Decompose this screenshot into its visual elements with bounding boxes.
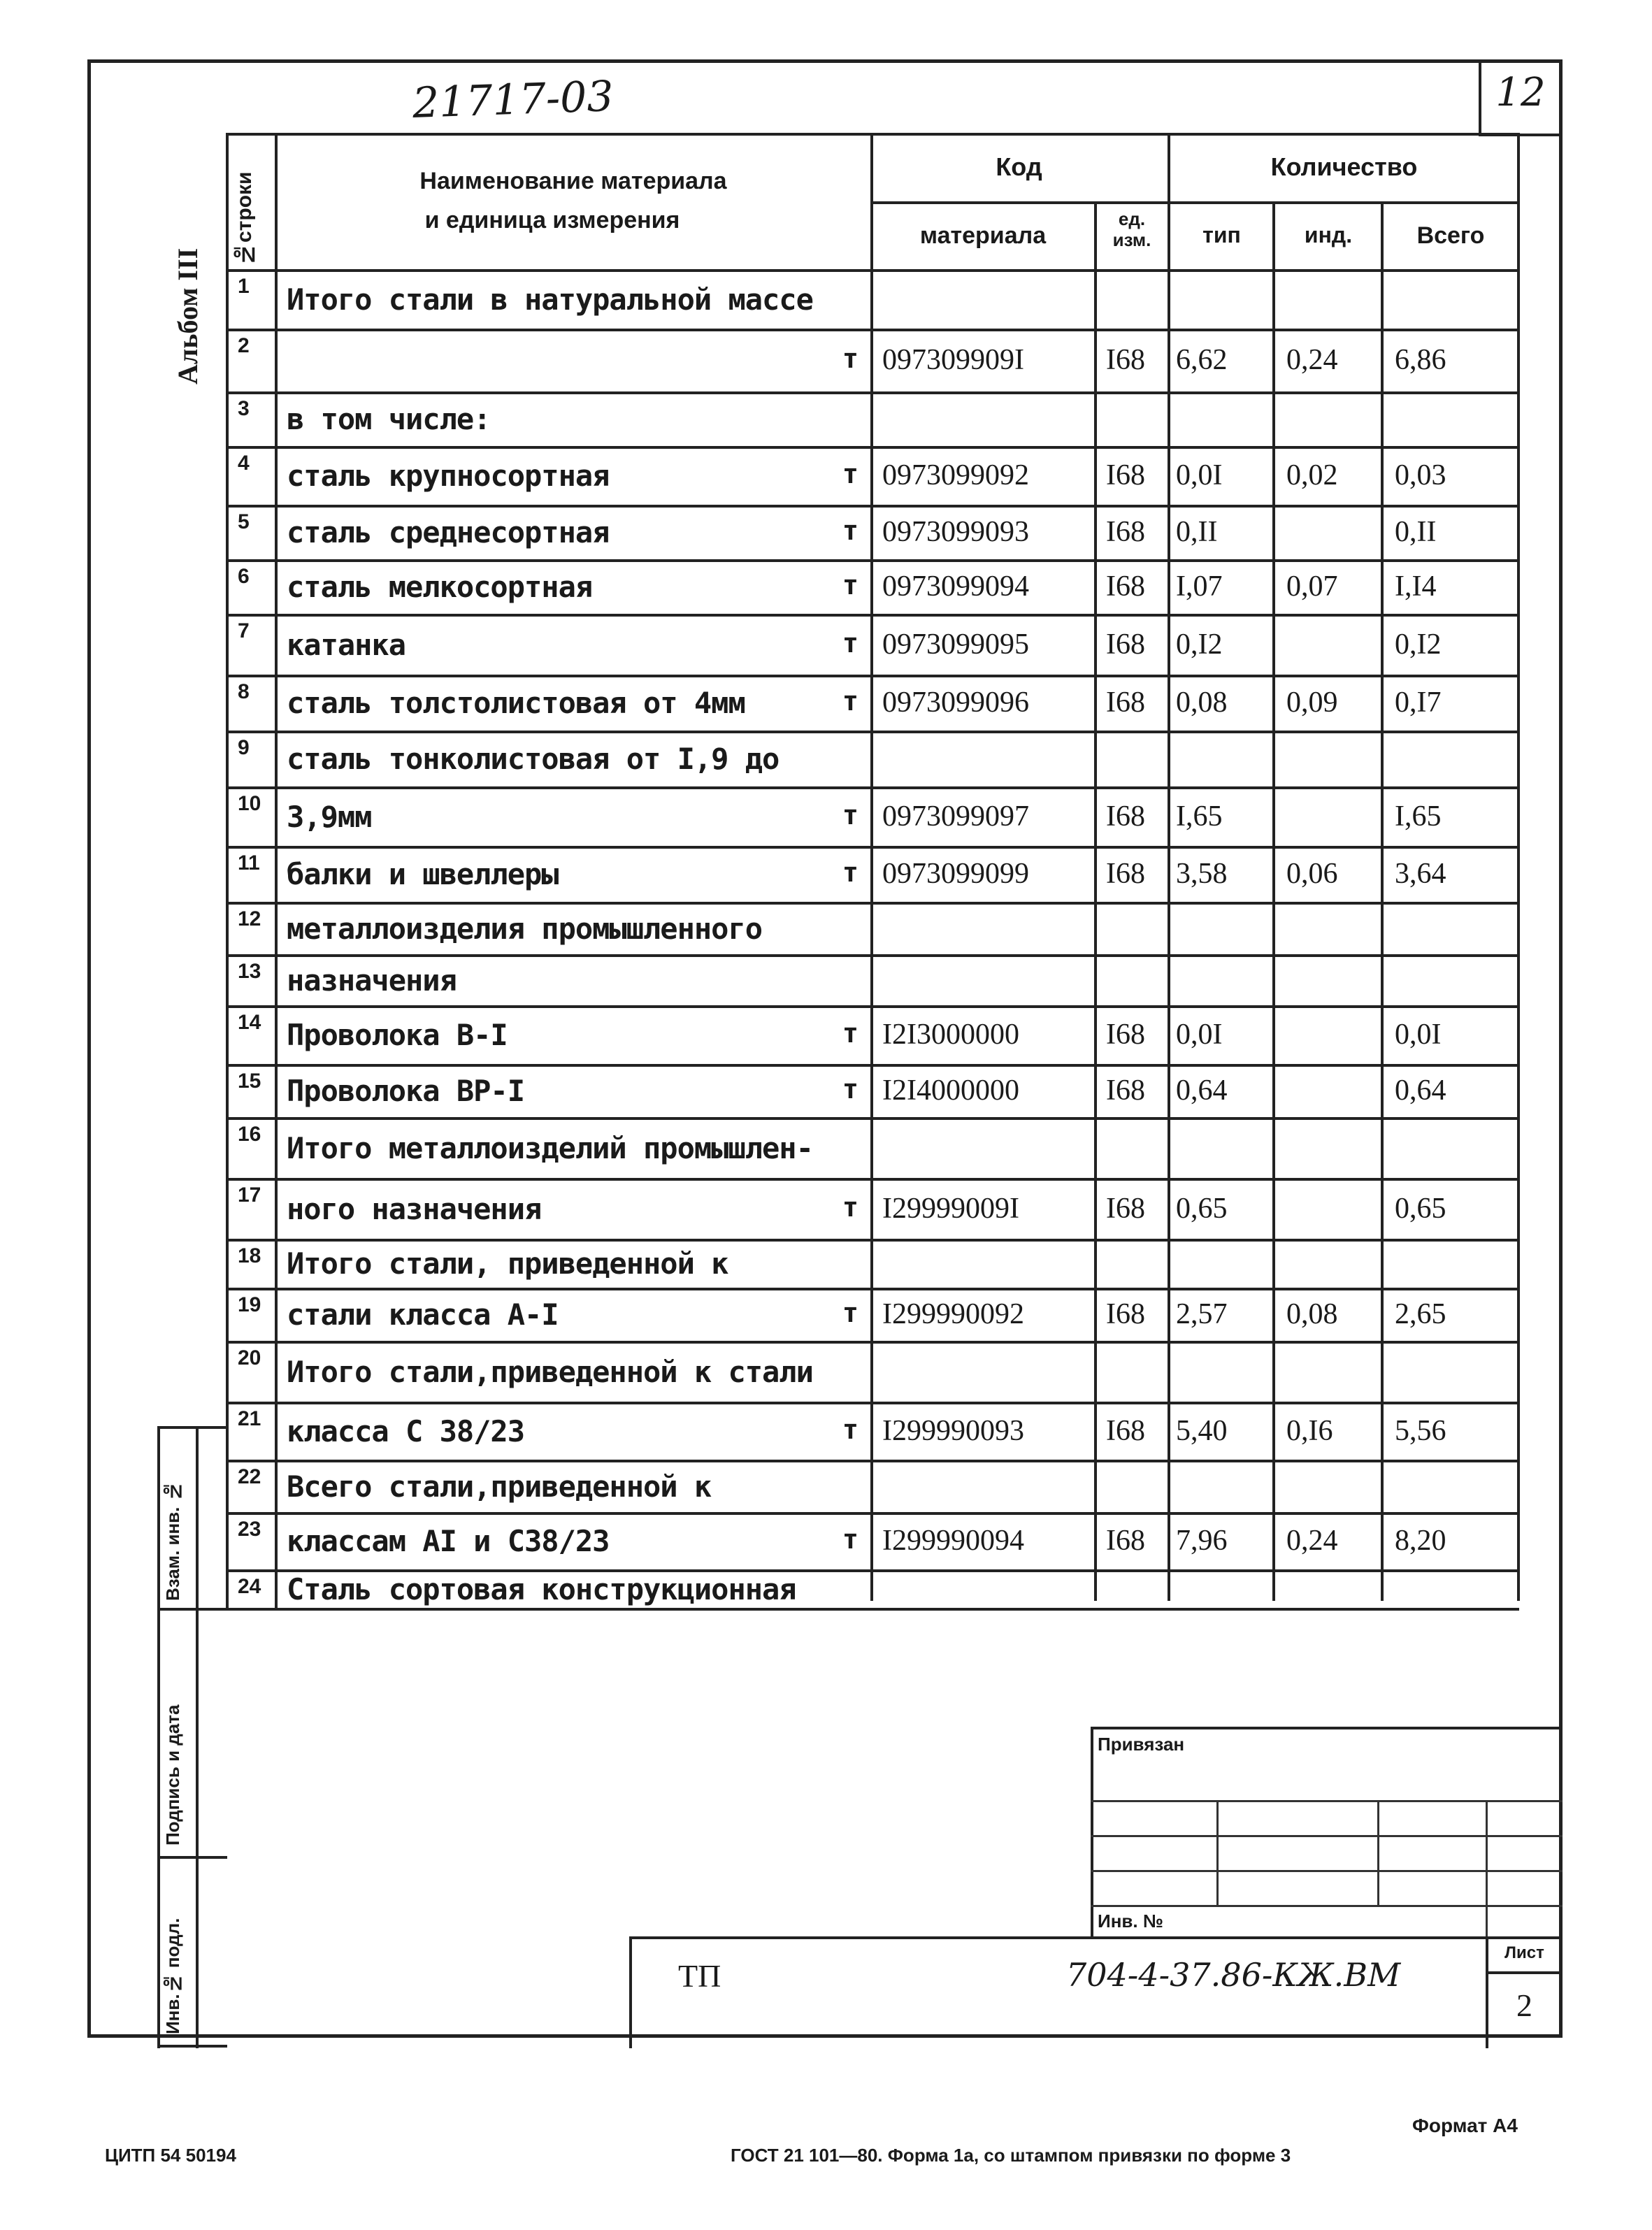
material-code: 0973099094 [882, 570, 1029, 603]
row-line [226, 1512, 1519, 1515]
page-number-divider [1479, 59, 1481, 136]
row-number: 15 [238, 1070, 261, 1093]
qty-type: 0,64 [1176, 1074, 1228, 1107]
header-qty-type: тип [1202, 222, 1241, 247]
row-line [226, 505, 1519, 508]
row-line [226, 1341, 1519, 1344]
header-row-number: №строки [233, 171, 256, 266]
binding-line-4 [1091, 1905, 1563, 1907]
material-name: ного назначения [287, 1191, 542, 1226]
row-line [226, 559, 1519, 562]
row-number: 3 [238, 397, 250, 420]
material-name: Сталь сортовая конструкционная [287, 1571, 796, 1606]
binding-top-line [1091, 1727, 1563, 1729]
material-name: катанка [287, 627, 406, 662]
side-stamp-left-line [157, 1426, 160, 2048]
row-number: 17 [238, 1184, 261, 1207]
unit-mark: т [842, 1191, 859, 1223]
binding-col-3 [1486, 1800, 1488, 1940]
header-qty-total: Всего [1416, 222, 1485, 249]
col-line-4 [1168, 133, 1170, 1601]
unit-mark: т [842, 1074, 859, 1105]
material-name: сталь мелкосортная [287, 570, 593, 604]
row-number: 22 [238, 1465, 261, 1488]
side-stamp-inv-podl: Инв.№ подл. [162, 1918, 183, 2034]
material-code: 0973099096 [882, 686, 1029, 719]
side-stamp-line-2 [157, 1856, 227, 1859]
header-code: Код [996, 152, 1042, 181]
material-name: в том числе: [287, 402, 491, 436]
title-block-code: 704-4-37.86-КЖ.ВМ [1066, 1956, 1401, 1994]
material-name: Итого стали в натуральной массе [287, 282, 813, 317]
qty-total: 0,64 [1395, 1074, 1446, 1107]
qty-total: 0,65 [1395, 1192, 1446, 1225]
unit-code: I68 [1106, 516, 1145, 548]
material-code: I299990093 [882, 1414, 1024, 1447]
material-code: I2I3000000 [882, 1019, 1019, 1051]
row-line [226, 1005, 1519, 1008]
row-number: 18 [238, 1244, 261, 1267]
qty-type: 0,0I [1176, 1019, 1223, 1051]
unit-mark: т [842, 857, 859, 888]
row-line [226, 1064, 1519, 1067]
qty-ind: 0,02 [1286, 459, 1338, 491]
qty-total: 0,0I [1395, 1019, 1442, 1051]
unit-mark: т [842, 1018, 859, 1049]
material-code: 097309909I [882, 344, 1024, 376]
unit-code: I68 [1106, 459, 1145, 491]
qty-type: 5,40 [1176, 1414, 1228, 1447]
row-number: 6 [238, 565, 250, 588]
qty-type: I,65 [1176, 800, 1223, 833]
title-block-left-line [629, 1936, 632, 2048]
unit-code: I68 [1106, 344, 1145, 376]
material-name: классам АI и С38/23 [287, 1524, 610, 1558]
row-line [226, 446, 1519, 449]
binding-line-2 [1091, 1835, 1563, 1837]
unit-code: I68 [1106, 1019, 1145, 1051]
row-line [226, 1288, 1519, 1290]
row-line [226, 902, 1519, 905]
row-number: 4 [238, 452, 250, 475]
material-code: I299990094 [882, 1525, 1024, 1557]
material-name: сталь толстолистовая от 4мм [287, 686, 745, 720]
row-line [226, 1178, 1519, 1181]
footer-format: Формат А4 [1412, 2115, 1518, 2136]
unit-mark: т [842, 627, 859, 659]
material-code: 0973099097 [882, 800, 1029, 833]
qty-type: I,07 [1176, 570, 1223, 603]
qty-ind: 0,24 [1286, 344, 1338, 376]
col-line-7 [1517, 133, 1520, 1601]
material-name: стали класса А-I [287, 1297, 559, 1332]
unit-mark: т [842, 799, 859, 830]
binding-inv: Инв. № [1098, 1911, 1163, 1932]
header-mid-line [870, 201, 1519, 204]
material-name: балки и швеллеры [287, 857, 559, 891]
qty-total: 0,03 [1395, 459, 1446, 491]
side-stamp-podpis: Подпись и дата [162, 1704, 183, 1846]
page-number: 12 [1495, 70, 1546, 115]
row-number: 11 [238, 851, 260, 875]
row-line [226, 1402, 1519, 1404]
material-name: Проволока ВР-I [287, 1074, 525, 1108]
side-stamp-vzam: Взам. инв. № [162, 1481, 183, 1601]
row-number: 5 [238, 510, 250, 533]
row-line [226, 1460, 1519, 1462]
unit-mark: т [842, 1524, 859, 1555]
qty-total: 2,65 [1395, 1298, 1446, 1330]
row-number: 1 [238, 275, 250, 298]
title-block-sheet: 2 [1516, 1987, 1532, 2023]
row-number: 19 [238, 1293, 261, 1316]
row-number: 12 [238, 907, 261, 930]
qty-type: 0,II [1176, 516, 1218, 548]
qty-total: I,65 [1395, 800, 1442, 833]
qty-ind: 0,I6 [1286, 1414, 1333, 1447]
qty-type: 0,0I [1176, 459, 1223, 491]
unit-code: I68 [1106, 1298, 1145, 1330]
title-block-tp: ТП [678, 1958, 721, 1994]
row-number: 2 [238, 334, 250, 357]
col-line-1 [275, 133, 278, 1608]
row-line [226, 614, 1519, 617]
unit-code: I68 [1106, 1414, 1145, 1447]
title-block-top-line [629, 1936, 1563, 1939]
row-number: 24 [238, 1575, 261, 1598]
material-name: Итого металлоизделий промышлен- [287, 1130, 813, 1165]
unit-mark: т [842, 343, 859, 374]
header-code-unit: ед. изм. [1112, 208, 1151, 250]
side-stamp-line-1 [157, 1608, 227, 1611]
unit-code: I68 [1106, 800, 1145, 833]
header-quantity: Количество [1270, 152, 1418, 181]
binding-col-1 [1216, 1800, 1219, 1905]
qty-ind: 0,08 [1286, 1298, 1338, 1330]
title-block-sheet-label: Лист [1504, 1943, 1544, 1962]
material-name: класса С 38/23 [287, 1413, 525, 1448]
unit-code: I68 [1106, 858, 1145, 890]
header-top-line [226, 133, 1519, 136]
unit-mark: т [842, 515, 859, 546]
row-number: 10 [238, 792, 261, 815]
row-number: 14 [238, 1011, 261, 1034]
qty-type: 7,96 [1176, 1525, 1228, 1557]
qty-type: 2,57 [1176, 1298, 1228, 1330]
row-line [226, 1117, 1519, 1120]
unit-code: I68 [1106, 1525, 1145, 1557]
footer-left: ЦИТП 54 50194 [105, 2145, 236, 2166]
material-name: Проволока В-I [287, 1018, 508, 1052]
side-stamp-top-line [157, 1426, 227, 1429]
material-name: 3,9мм [287, 799, 372, 834]
material-name: назначения [287, 963, 457, 998]
unit-mark: т [842, 570, 859, 600]
col-line-0 [226, 133, 229, 1608]
qty-ind: 0,24 [1286, 1525, 1338, 1557]
row-number: 13 [238, 960, 261, 983]
binding-col-2 [1377, 1800, 1379, 1905]
unit-code: I68 [1106, 1192, 1145, 1225]
qty-total: 6,86 [1395, 344, 1446, 376]
qty-type: 6,62 [1176, 344, 1228, 376]
row-line [226, 391, 1519, 394]
row-line [226, 675, 1519, 677]
title-block-sheet-divider [1486, 1971, 1563, 1974]
row-line [226, 731, 1519, 733]
row-number: 23 [238, 1518, 261, 1541]
material-name: сталь крупносортная [287, 459, 610, 493]
material-name: Всего стали,приведенной к [287, 1469, 712, 1504]
qty-total: 5,56 [1395, 1414, 1446, 1447]
row-line [226, 1608, 1519, 1611]
material-code: 0973099093 [882, 516, 1029, 548]
row-line [226, 846, 1519, 849]
qty-type: 0,65 [1176, 1192, 1228, 1225]
material-code: 0973099095 [882, 628, 1029, 661]
unit-mark: т [842, 1297, 859, 1328]
header-name: Наименование материала [419, 168, 727, 194]
qty-type: 0,08 [1176, 686, 1228, 719]
material-code: 0973099099 [882, 858, 1029, 890]
qty-total: 0,II [1395, 516, 1437, 548]
unit-mark: т [842, 686, 859, 717]
album-label: Альбом III [172, 247, 203, 384]
qty-total: 3,64 [1395, 858, 1446, 890]
unit-code: I68 [1106, 628, 1145, 661]
row-number: 21 [238, 1407, 261, 1430]
unit-mark: т [842, 459, 859, 489]
col-line-2 [870, 133, 873, 1601]
material-name: сталь тонколистовая от I,9 до [287, 742, 780, 776]
header-code-material: материала [919, 222, 1047, 249]
header-bottom-line [226, 269, 1519, 272]
material-name: Итого стали, приведенной к [287, 1246, 728, 1281]
unit-code: I68 [1106, 686, 1145, 719]
footer-right: ГОСТ 21 101—80. Форма 1а, со штампом привязки по форме 3 [731, 2145, 1291, 2166]
qty-total: I,I4 [1395, 570, 1437, 603]
row-number: 16 [238, 1123, 261, 1146]
qty-type: 0,I2 [1176, 628, 1223, 661]
binding-line-1 [1091, 1800, 1563, 1802]
unit-code: I68 [1106, 1074, 1145, 1107]
row-line [226, 1239, 1519, 1242]
qty-ind: 0,09 [1286, 686, 1338, 719]
row-line [226, 329, 1519, 331]
qty-total: 8,20 [1395, 1525, 1446, 1557]
unit-mark: т [842, 1413, 859, 1445]
doc-code-handwritten: 21717-03 [411, 72, 615, 128]
row-number: 7 [238, 619, 250, 642]
qty-ind: 0,07 [1286, 570, 1338, 603]
binding-title: Привязан [1098, 1734, 1185, 1755]
material-code: I29999009I [882, 1192, 1019, 1225]
row-number: 9 [238, 736, 250, 759]
unit-code: I68 [1106, 570, 1145, 603]
row-number: 8 [238, 680, 250, 703]
material-name: металлоизделия промышленного [287, 911, 763, 946]
header-qty-ind: инд. [1304, 222, 1353, 247]
row-line [226, 954, 1519, 957]
material-name: сталь среднесортная [287, 515, 610, 549]
qty-total: 0,I7 [1395, 686, 1442, 719]
side-stamp-bottom-line [157, 2045, 227, 2048]
material-code: I2I4000000 [882, 1074, 1019, 1107]
qty-total: 0,I2 [1395, 628, 1442, 661]
qty-type: 3,58 [1176, 858, 1228, 890]
material-name: Итого стали,приведенной к стали [287, 1354, 813, 1389]
material-code: 0973099092 [882, 459, 1029, 491]
material-code: I299990092 [882, 1298, 1024, 1330]
header-name-sub: и единица измерения [424, 207, 680, 233]
side-stamp-mid-line [196, 1426, 199, 2048]
qty-ind: 0,06 [1286, 858, 1338, 890]
row-number: 20 [238, 1346, 261, 1369]
binding-line-3 [1091, 1870, 1563, 1872]
row-line [226, 786, 1519, 789]
